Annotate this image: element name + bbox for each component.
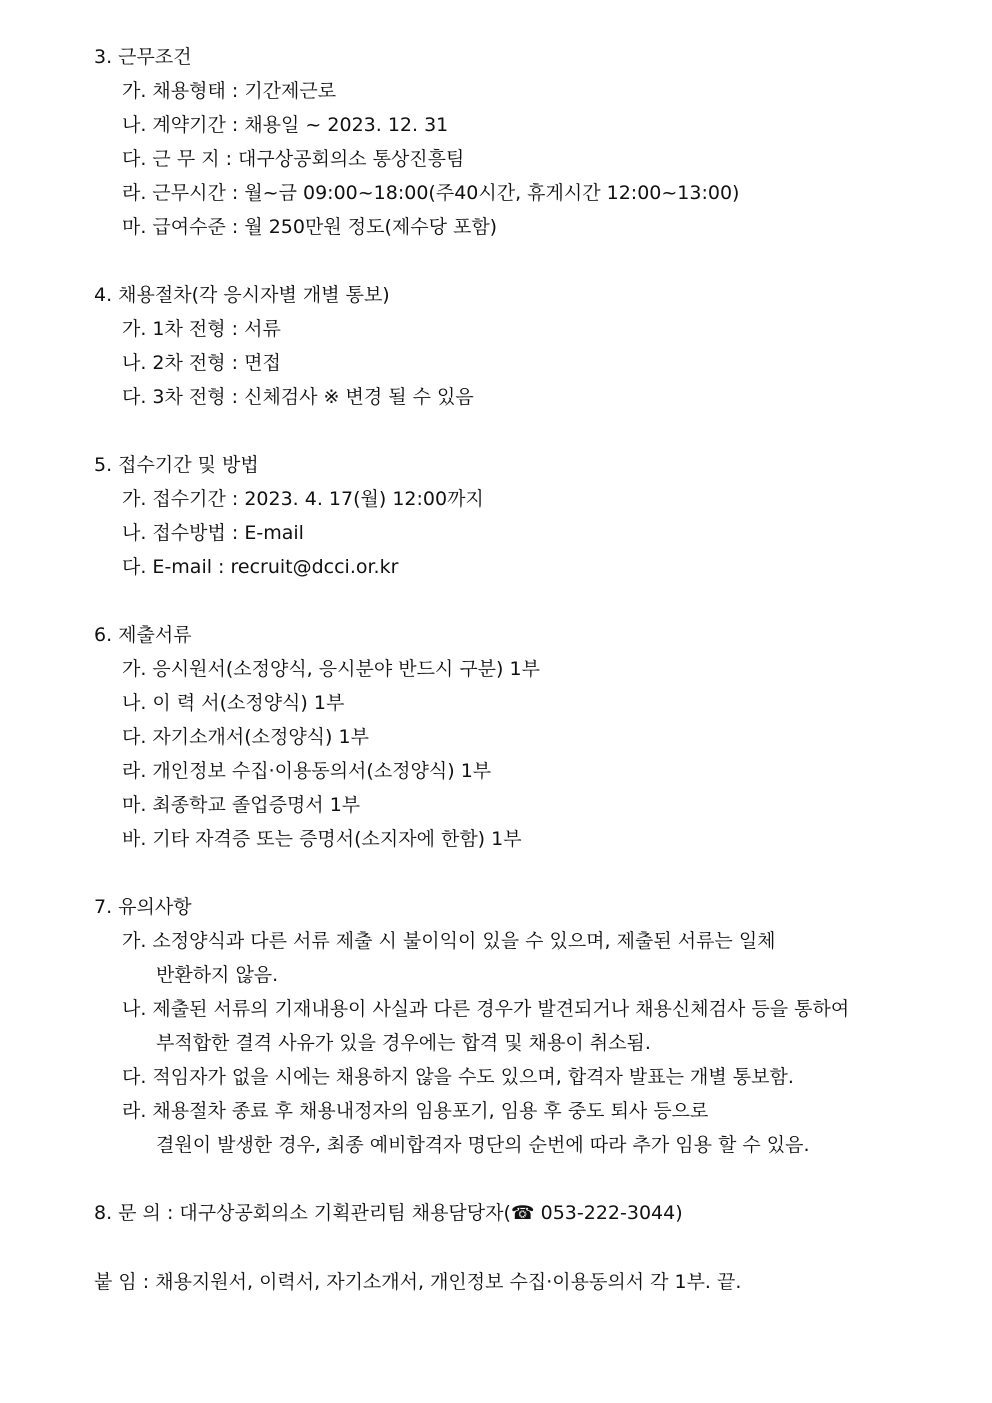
list-item: 가. 소정양식과 다른 서류 제출 시 불이익이 있을 수 있으며, 제출된 서류는 일체 — [122, 930, 776, 952]
list-item: 마. 급여수준 : 월 250만원 정도(제수당 포함) — [122, 216, 498, 238]
section-heading: 3. 근무조건 — [94, 46, 192, 68]
list-item: 다. 근 무 지 : 대구상공회의소 통상진흥팀 — [122, 148, 465, 170]
section-heading: 4. 채용절차(각 응시자별 개별 통보) — [94, 284, 390, 306]
section-heading: 5. 접수기간 및 방법 — [94, 454, 259, 476]
list-item: 라. 개인정보 수집·이용동의서(소정양식) 1부 — [122, 760, 492, 782]
list-item: 마. 최종학교 졸업증명서 1부 — [122, 794, 361, 816]
list-item-continuation: 부적합한 결격 사유가 있을 경우에는 합격 및 채용이 취소됨. — [156, 1032, 651, 1054]
list-item: 라. 근무시간 : 월~금 09:00~18:00(주40시간, 휴게시간 12:00~13:00) — [122, 182, 740, 204]
attachment-line: 붙 임 : 채용지원서, 이력서, 자기소개서, 개인정보 수집·이용동의서 각 1부. 끝. — [94, 1271, 742, 1293]
list-item: 나. 2차 전형 : 면접 — [122, 352, 281, 374]
list-item: 다. E-mail : recruit@dcci.or.kr — [122, 556, 399, 578]
list-item-continuation: 반환하지 않음. — [156, 964, 279, 986]
list-item: 가. 응시원서(소정양식, 응시분야 반드시 구분) 1부 — [122, 658, 540, 680]
list-item: 다. 적임자가 없을 시에는 채용하지 않을 수도 있으며, 합격자 발표는 개별 통보함. — [122, 1066, 794, 1088]
section-heading: 7. 유의사항 — [94, 896, 192, 918]
inquiry-phone: 053-222-3044) — [534, 1202, 683, 1224]
list-item: 다. 3차 전형 : 신체검사 ※ 변경 될 수 있음 — [122, 386, 474, 408]
list-item: 바. 기타 자격증 또는 증명서(소지자에 한함) 1부 — [122, 828, 522, 850]
list-item: 가. 접수기간 : 2023. 4. 17(월) 12:00까지 — [122, 488, 484, 510]
inquiry-line — [94, 1201, 683, 1225]
section-heading: 6. 제출서류 — [94, 624, 192, 646]
list-item: 라. 채용절차 종료 후 채용내정자의 임용포기, 임용 후 중도 퇴사 등으로 — [122, 1100, 709, 1122]
list-item: 나. 제출된 서류의 기재내용이 사실과 다른 경우가 발견되거나 채용신체검사 등을 통하여 — [122, 998, 850, 1020]
list-item: 가. 채용형태 : 기간제근로 — [122, 80, 337, 102]
list-item-continuation: 결원이 발생한 경우, 최종 예비합격자 명단의 순번에 따라 추가 임용 할 수 있음. — [156, 1134, 810, 1156]
list-item: 나. 접수방법 : E-mail — [122, 522, 304, 544]
list-item: 다. 자기소개서(소정양식) 1부 — [122, 726, 369, 748]
inquiry-label: 8. 문 의 : 대구상공회의소 기획관리팀 채용담당자( — [94, 1202, 511, 1224]
list-item: 나. 계약기간 : 채용일 ~ 2023. 12. 31 — [122, 114, 449, 136]
list-item: 나. 이 력 서(소정양식) 1부 — [122, 692, 345, 714]
phone-icon: ☎ — [510, 1202, 535, 1224]
list-item: 가. 1차 전형 : 서류 — [122, 318, 281, 340]
